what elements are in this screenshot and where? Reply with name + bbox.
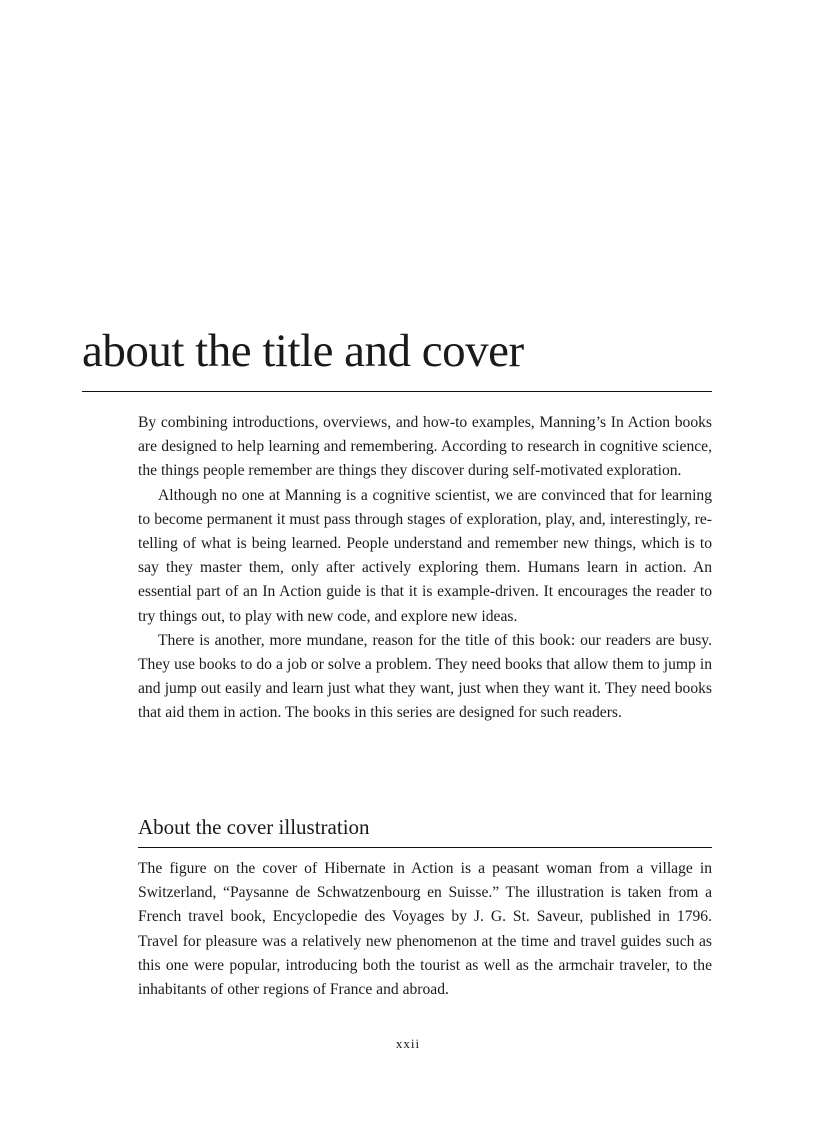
cover-text-part-2: is a peasant woman from a village in Switzerland, “Paysanne de Schwatzenbourg en Suisse.” The illustration is taken from a French travel book,: [138, 860, 712, 926]
chapter-title-rule: [82, 391, 712, 392]
cover-text-part-1: The figure on the cover of: [138, 860, 325, 877]
cover-text-part-3: by J. G. St. Saveur, published in 1796. Travel for pleasure was a relatively new phenomenon at the time and travel guides such as this one were popular, introducing both the tourist as well as the armchair traveler, to the inhabitants of other regions of France and abroad.: [138, 908, 712, 999]
cover-section-rule: [138, 847, 712, 848]
book-title: Hibernate in Action: [324, 860, 454, 877]
source-book-title: Encyclopedie des Voyages: [272, 908, 445, 926]
intro-paragraph-3: There is another, more mundane, reason for the title of this book: our readers are busy. They use books to do a job or solve a problem. They need books that allow them to jump in and jump out easily and learn just what they want, just when they want it. They need books that aid them in action. The books in this series are designed for such readers.: [138, 631, 712, 722]
intro-text: [138, 411, 712, 726]
intro-paragraph-1: By combining introductions, overviews, and how-to examples, Manning’s In Action books are designed to help learning and remembering. According to research in cognitive science, the things people remember are things they discover during self-motivated exploration.: [138, 414, 712, 480]
cover-section-title: About the cover illustration: [138, 815, 370, 839]
cover-paragraph: [138, 857, 712, 1002]
chapter-title: about the title and cover: [82, 325, 524, 377]
intro-paragraph-2: Although no one at Manning is a cognitive scientist, we are convinced that for learning to become permanent it must pass through stages of exploration, play, and, interestingly, re-telling of what is being learned. People understand and remember new things, which is to say they master them, only after actively exploring them. Humans learn in action. An essential part of an In Action guide is that it is example-driven. It encourages the reader to try things out, to play with new code, and explore new ideas.: [138, 486, 712, 625]
page-number: xxii: [395, 1036, 421, 1051]
cover-section-text: [138, 857, 712, 1002]
